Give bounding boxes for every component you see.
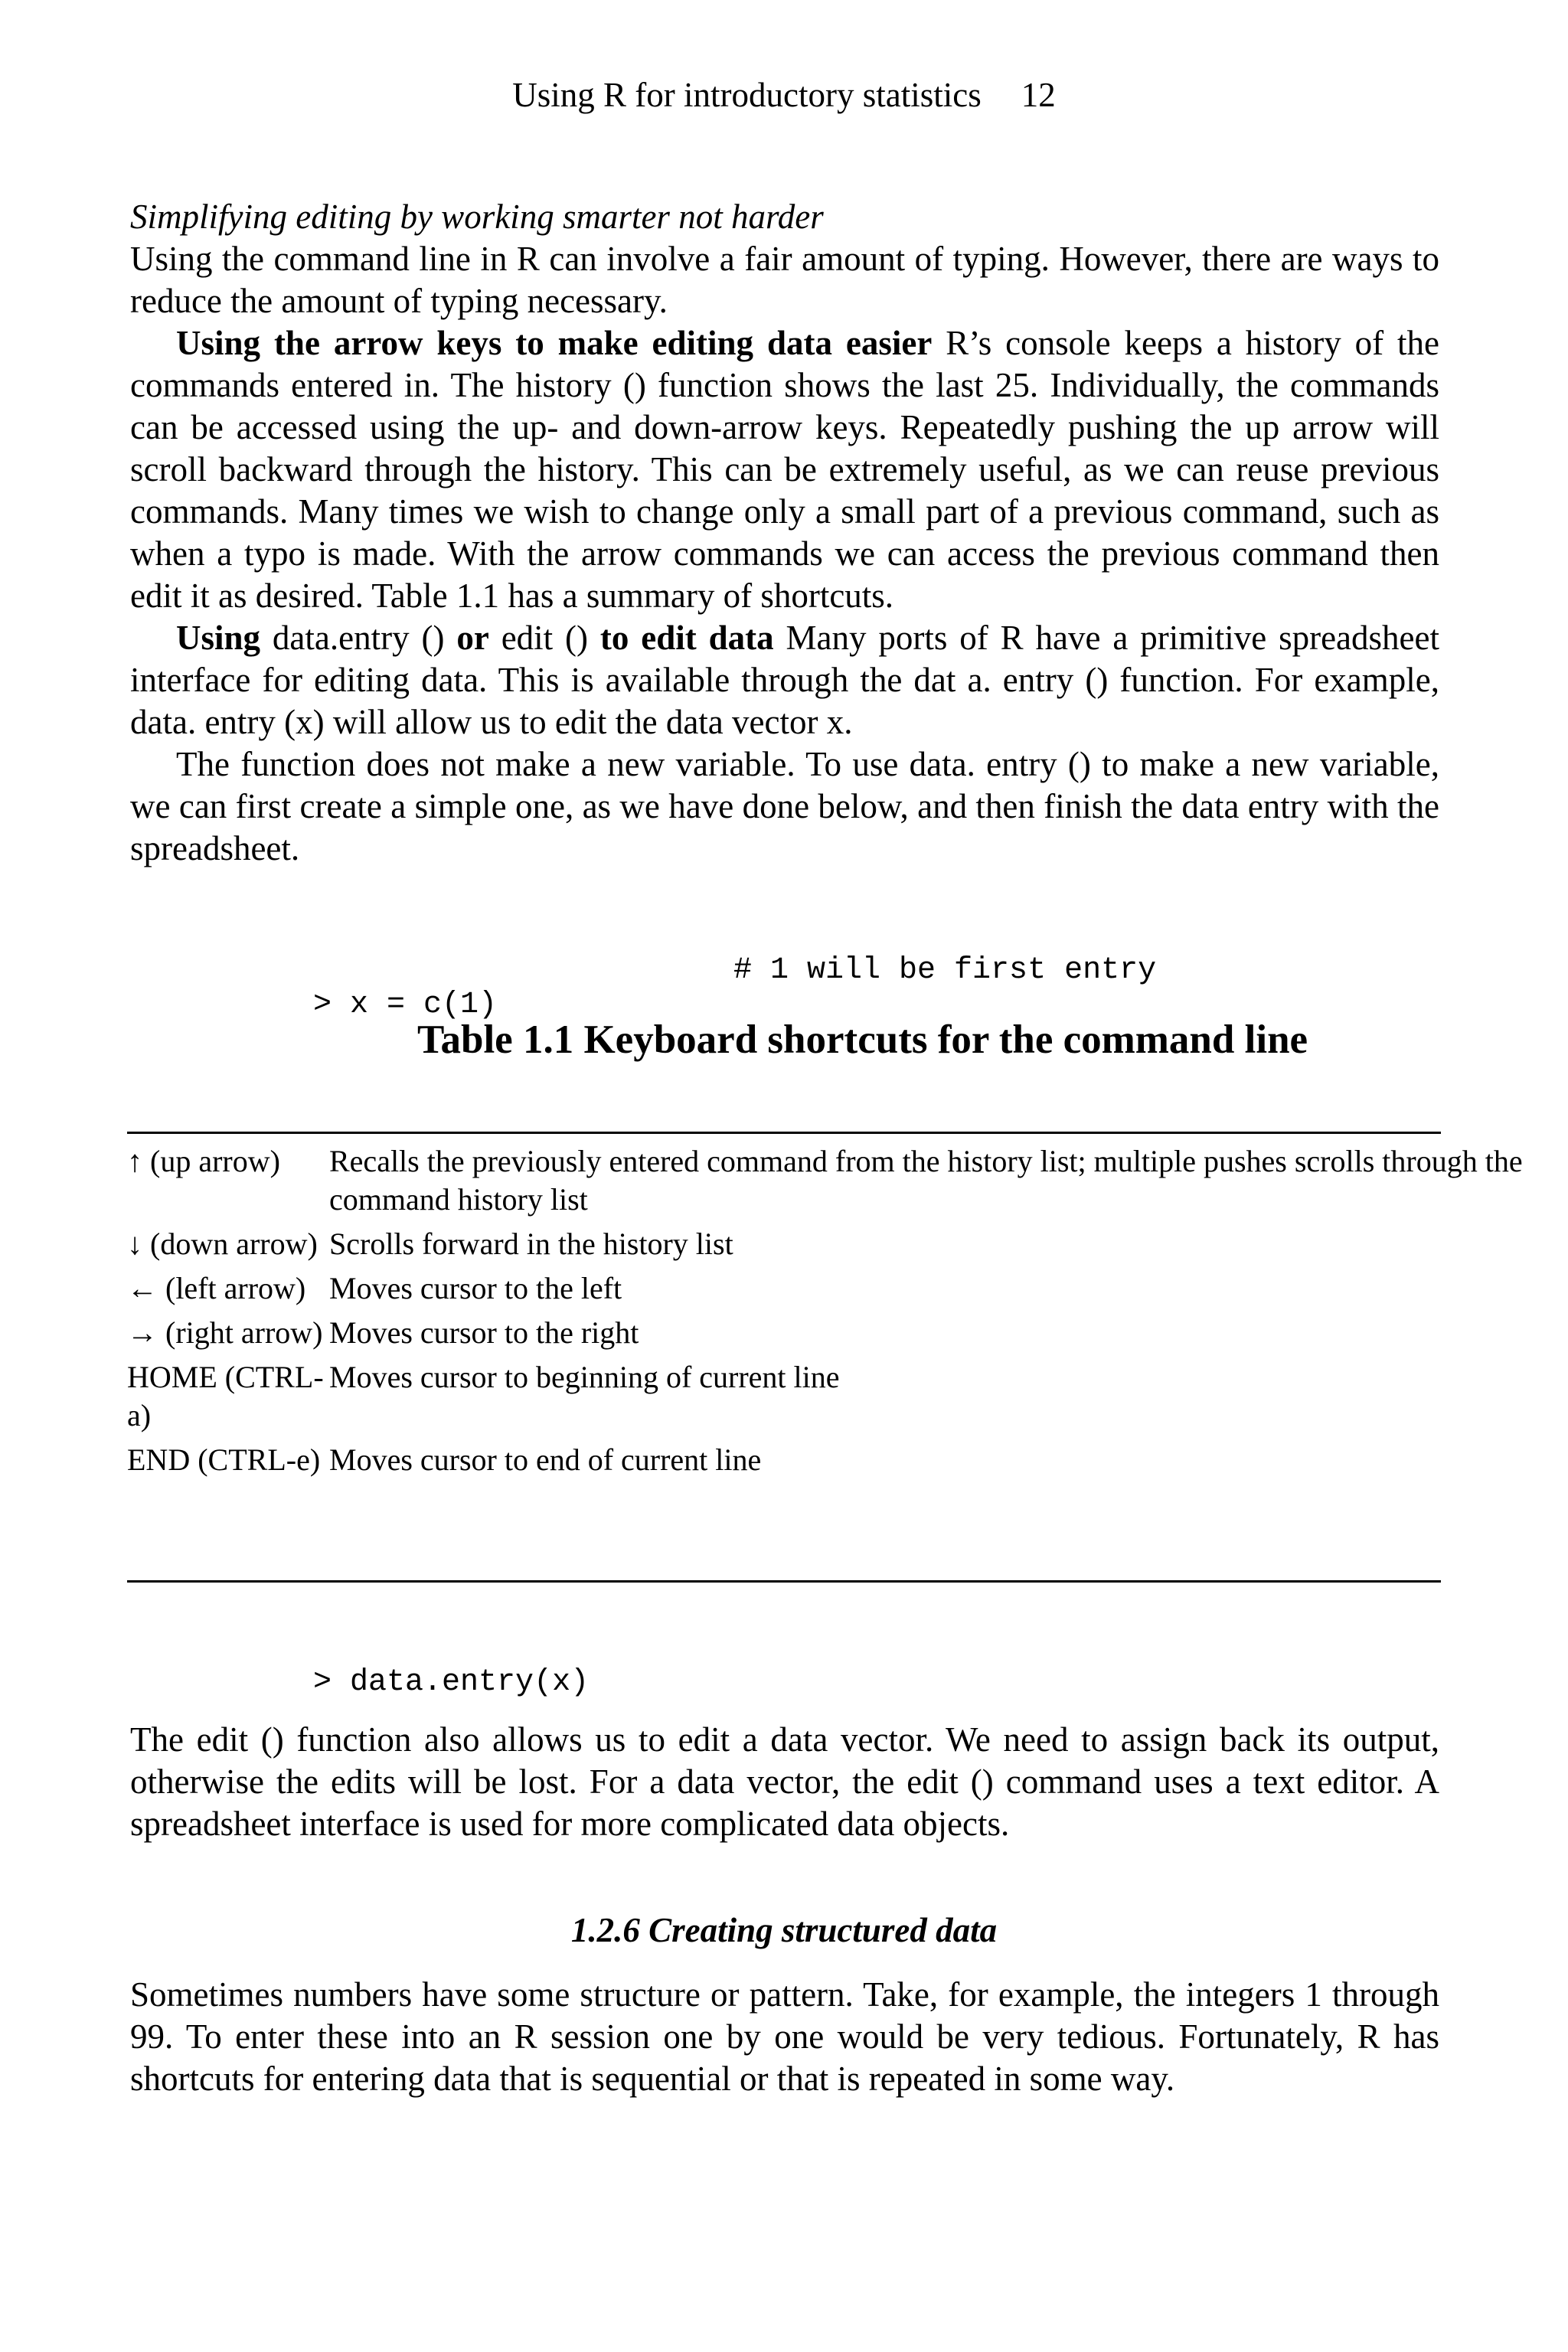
table-row	[127, 1225, 1568, 1269]
shortcut-description: Moves cursor to beginning of current line	[329, 1360, 840, 1394]
shortcut-key: ↑ (up arrow)	[127, 1144, 280, 1178]
page-number: 12	[1021, 76, 1056, 114]
data-entry-lead-3: to edit data	[599, 619, 774, 657]
data-entry-lead-1: Using	[176, 619, 261, 657]
data-entry-text: Many ports of R have a primitive spreadsheet interface for editing data. This is available through the dat a. entry () function. For example, data. entry (x) will allow us to edit the data vector x.	[130, 619, 1439, 741]
header-title: Using R for introductory statistics	[512, 76, 982, 114]
arrow-keys-text: R’s console keeps a history of the commands entered in. The history () function shows the last 25. Individually, the commands can be accessed using the up- and down-arrow keys. Repeatedly pushing the up arrow will scroll backward through the history. This can be extremely useful, as we can reuse previous commands. Many times we wish to change only a small part of a previous command, such as when a typo is made. With the arrow commands we can access the previous command then edit it as desired. Table 1.1 has a summary of shortcuts.	[130, 324, 1439, 615]
main-text-block-1	[130, 196, 1439, 870]
shortcut-description: Moves cursor to the left	[329, 1271, 622, 1305]
intro-paragraph: Using the command line in R can involve a fair amount of typing. However, there are ways to reduce the amount of typing necessary.	[130, 240, 1439, 320]
arrow-keys-lead: Using the arrow keys to make editing data easier	[176, 324, 933, 362]
shortcuts-table	[127, 1142, 1568, 1485]
code-comment: # 1 will be first entry	[733, 953, 1157, 988]
code-command: > x = c(1)	[313, 988, 498, 1022]
arrow-keys-paragraph	[130, 322, 1439, 617]
shortcut-description: Moves cursor to the right	[329, 1315, 639, 1350]
shortcut-description: Recalls the previously entered command from the history list; multiple pushes scrolls through the command history list	[329, 1144, 1523, 1217]
shortcut-key: ↓ (down arrow)	[127, 1227, 318, 1261]
new-variable-paragraph: The function does not make a new variable. To use data. entry () to make a new variable, we can first create a simple one, as we have done below, and then finish the data entry with the spreadsheet.	[130, 745, 1439, 867]
shortcut-key: → (right arrow)	[127, 1315, 323, 1350]
subsection-heading: Simplifying editing by working smarter not harder	[130, 198, 824, 236]
section-heading: 1.2.6 Creating structured data	[570, 1911, 998, 1949]
data-entry-code-2: edit ()	[488, 619, 600, 657]
section-paragraph: Sometimes numbers have some structure or pattern. Take, for example, the integers 1 through 99. To enter these into an R session one by one would be very tedious. Fortunately, R has shortcuts for entering data that is sequential or that is repeated in some way.	[130, 1975, 1439, 2098]
shortcut-key: END (CTRL-e)	[127, 1442, 321, 1477]
table-row	[127, 1269, 1568, 1314]
table-caption: Table 1.1 Keyboard shortcuts for the command line	[417, 1018, 1308, 1062]
table-row	[127, 1441, 1568, 1485]
data-entry-paragraph	[130, 617, 1439, 743]
table-top-rule	[127, 1132, 1441, 1134]
shortcut-description: Moves cursor to end of current line	[329, 1442, 762, 1477]
code-command: > data.entry(x)	[313, 1665, 590, 1700]
main-text-block-2	[130, 1719, 1439, 1845]
shortcut-key: HOME (CTRL-a)	[127, 1360, 324, 1432]
shortcut-description: Scrolls forward in the history list	[329, 1227, 733, 1261]
main-text-block-3	[130, 1974, 1439, 2100]
table-row	[127, 1314, 1568, 1358]
shortcut-key: ← (left arrow)	[127, 1271, 306, 1305]
data-entry-lead-2: or	[456, 619, 489, 657]
table-row	[127, 1358, 1568, 1441]
edit-paragraph: The edit () function also allows us to edit a data vector. We need to assign back its output, otherwise the edits will be lost. For a data vector, the edit () command uses a text editor. A spreadsheet interface is used for more complicated data objects.	[130, 1720, 1439, 1843]
table-row	[127, 1142, 1568, 1225]
data-entry-code-1: data.entry ()	[260, 619, 457, 657]
running-header	[0, 75, 1568, 115]
table-bottom-rule	[127, 1580, 1441, 1583]
